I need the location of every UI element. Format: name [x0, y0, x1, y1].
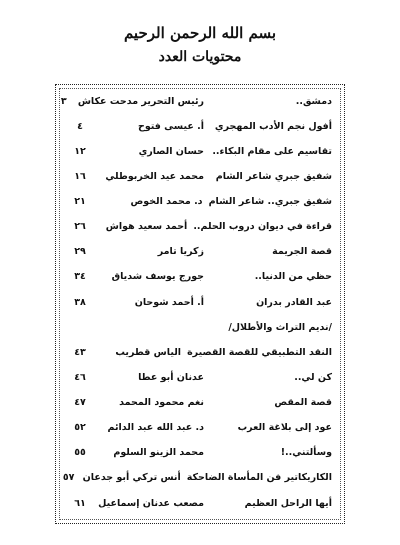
toc-row	[66, 193, 332, 211]
toc-title: عود إلى بلاغة العرب	[237, 422, 332, 434]
toc-page-number: ٤٣	[74, 346, 86, 358]
toc-title: الكاريكاتير فن المأساة الضاحكة	[186, 472, 332, 484]
toc-section-heading	[66, 318, 332, 336]
toc-author: أ. عيسى فتوح	[137, 120, 204, 132]
toc-page-number: ٥٧	[62, 472, 75, 484]
toc-row	[66, 117, 332, 135]
toc-author: رئيس التحرير مدحت عكاش	[77, 95, 204, 107]
toc-author: مصعب عدنان إسماعيل	[98, 497, 204, 509]
toc-title: وسألتني..!	[280, 447, 332, 459]
toc-page-number: ٤	[77, 120, 83, 132]
toc-page-number: ١٦	[74, 170, 86, 182]
toc-page-number: ٥٥	[74, 447, 86, 459]
toc-page-number: ١٢	[74, 145, 86, 157]
toc-title: قصة الجريمة	[272, 246, 332, 258]
toc-page-number: ٣٨	[74, 296, 86, 308]
toc-row	[60, 92, 332, 110]
toc-title: النقد التطبيقي للقصة القصيرة	[187, 346, 332, 358]
toc-author: زكريا تامر	[157, 246, 204, 258]
toc-row	[66, 243, 332, 261]
toc-row	[66, 167, 332, 185]
toc-row	[66, 394, 332, 412]
toc-author: أنس تركي أبو جدعان	[82, 472, 181, 484]
toc-title: أفول نجم الأدب المهجري	[214, 120, 332, 132]
toc-title: عبد القادر بدران	[256, 296, 332, 308]
toc-page-number: ٤٧	[74, 397, 86, 408]
toc-row	[66, 368, 332, 386]
toc-row	[66, 444, 332, 462]
toc-page-number: ٢٩	[74, 246, 86, 258]
toc-row	[66, 268, 332, 286]
page-title: محتويات العدد	[158, 49, 242, 65]
toc-author: أ. أحمد شوحان	[134, 296, 204, 308]
toc-page-number: ٦١	[74, 497, 86, 509]
toc-title: شفيق جبري.. شاعر الشام	[208, 196, 332, 207]
toc-author: عدنان أبو عطا	[138, 371, 204, 383]
toc-title: تقاسيم على مقام البكاء..	[212, 145, 332, 157]
toc-author: حسان الصاري	[138, 145, 204, 157]
toc-row	[66, 293, 332, 311]
toc-row	[66, 494, 332, 512]
toc-row	[66, 419, 332, 437]
basmala-heading: بسم الله الرحمن الرحيم	[123, 24, 277, 42]
toc-author: جورج يوسف شدياق	[111, 271, 204, 283]
toc-author: محمد الزينو السلوم	[113, 447, 204, 459]
toc-author: د. محمد الخوص	[130, 196, 203, 207]
toc-title: حظي من الدنيا..	[254, 271, 332, 283]
toc-row	[66, 142, 332, 160]
table-of-contents	[60, 92, 332, 512]
toc-page-number: ٢١	[74, 196, 86, 207]
toc-title: قصة المقص	[274, 397, 332, 408]
toc-author: نغم محمود المحمد	[119, 397, 204, 408]
toc-title: قراءة في ديوان دروب الحلم..	[193, 221, 332, 233]
toc-row	[62, 469, 332, 487]
toc-author: الياس قطريب	[115, 346, 182, 358]
toc-title: أيها الراحل العظيم	[244, 497, 332, 509]
toc-title: دمشق..	[295, 95, 332, 107]
toc-page-number: ٢٦	[74, 221, 86, 233]
toc-title: /نديم التراث والأطلال/	[228, 321, 332, 333]
toc-page-number: ٣٤	[74, 271, 86, 283]
toc-page-number: ٤٦	[74, 371, 86, 383]
toc-title: شفيق جبري شاعر الشام	[215, 170, 332, 182]
toc-page-number: ٥٢	[74, 422, 86, 434]
toc-row	[66, 218, 332, 236]
toc-page-number: ٣	[60, 95, 67, 107]
toc-author: د. عبد الله عبد الدائم	[107, 422, 204, 434]
toc-author: محمد عيد الخربوطلي	[105, 170, 204, 182]
toc-author: أحمد سعيد هواش	[105, 221, 188, 233]
toc-row	[66, 343, 332, 361]
toc-title: كن لي..	[294, 371, 332, 383]
